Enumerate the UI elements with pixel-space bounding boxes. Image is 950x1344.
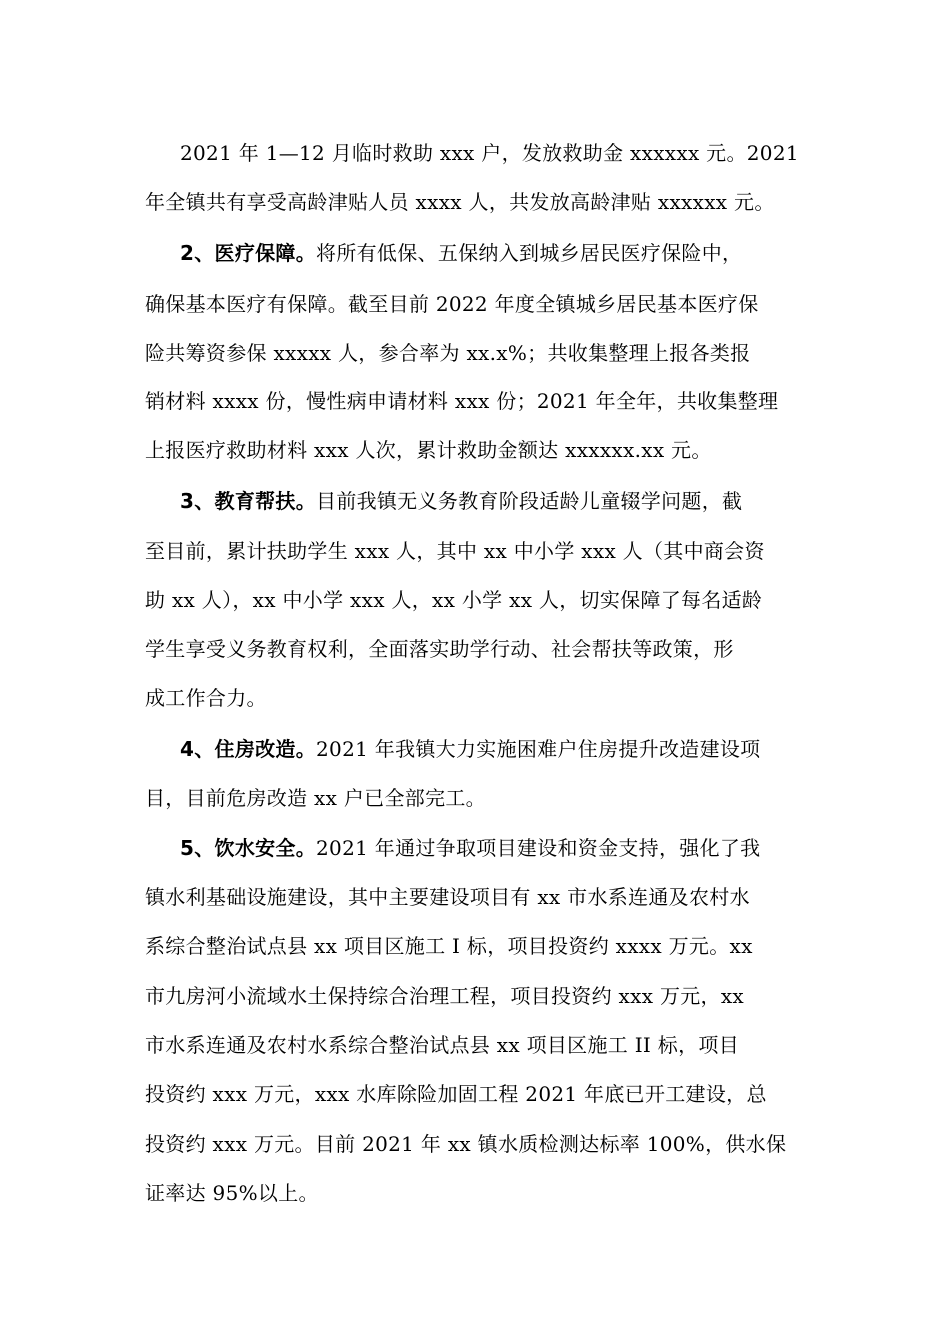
sec3-line-2: 至目前，累计扶助学生 xxx 人，其中 xx 中小学 xxx 人（其中商会资 [145, 539, 765, 563]
sec3-heading: 3、教育帮扶。 [180, 489, 317, 513]
sec5-line-5: 市水系连通及农村水系综合整治试点县 xx 项目区施工 II 标，项目 [145, 1033, 739, 1057]
para1-line-1: 2021 年 1—12 月临时救助 xxx 户，发放救助金 xxxxxx 元。2021 [180, 141, 799, 165]
sec3-line-1 [180, 486, 742, 516]
sec2-line-5: 上报医疗救助材料 xxx 人次，累计救助金额达 xxxxxx.xx 元。 [145, 438, 712, 462]
sec2-line-4: 销材料 xxxx 份，慢性病申请材料 xxx 份；2021 年全年，共收集整理 [145, 389, 779, 413]
sec3-line-4: 学生享受义务教育权利，全面落实助学行动、社会帮扶等政策，形 [145, 637, 734, 661]
sec5-line-1 [180, 833, 761, 863]
sec3-first-text: 目前我镇无义务教育阶段适龄儿童辍学问题，截 [316, 489, 743, 513]
sec3-line-3: 助 xx 人），xx 中小学 xxx 人，xx 小学 xx 人，切实保障了每名适龄 [145, 588, 763, 612]
sec3-line-5: 成工作合力。 [145, 686, 267, 710]
sec2-first-text: 将所有低保、五保纳入到城乡居民医疗保险中， [316, 241, 743, 265]
sec5-heading: 5、饮水安全。 [180, 836, 317, 860]
sec5-line-6: 投资约 xxx 万元，xxx 水库除险加固工程 2021 年底已开工建设，总 [145, 1082, 767, 1106]
sec5-line-7: 投资约 xxx 万元。目前 2021 年 xx 镇水质检测达标率 100%，供水保 [145, 1132, 787, 1156]
sec5-line-8: 证率达 95%以上。 [145, 1181, 319, 1205]
sec2-heading: 2、医疗保障。 [180, 241, 317, 265]
sec5-line-4: 市九房河小流域水土保持综合治理工程，项目投资约 xxx 万元，xx [145, 984, 745, 1008]
sec4-first-text: 2021 年我镇大力实施困难户住房提升改造建设项 [316, 737, 761, 761]
sec5-line-2: 镇水利基础设施建设，其中主要建设项目有 xx 市水系连通及农村水 [145, 885, 750, 909]
sec4-line-2: 目，目前危房改造 xx 户已全部完工。 [145, 786, 486, 810]
sec2-line-1 [180, 238, 742, 268]
sec2-line-2: 确保基本医疗有保障。截至目前 2022 年度全镇城乡居民基本医疗保 [145, 292, 759, 316]
sec5-line-3: 系综合整治试点县 xx 项目区施工 I 标，项目投资约 xxxx 万元。xx [145, 934, 753, 958]
para1-line-2: 年全镇共有享受高龄津贴人员 xxxx 人，共发放高龄津贴 xxxxxx 元。 [145, 190, 775, 214]
sec5-first-text: 2021 年通过争取项目建设和资金支持，强化了我 [316, 836, 761, 860]
sec4-line-1 [180, 734, 761, 764]
sec4-heading: 4、住房改造。 [180, 737, 317, 761]
sec2-line-3: 险共筹资参保 xxxxx 人，参合率为 xx.x%；共收集整理上报各类报 [145, 341, 751, 365]
